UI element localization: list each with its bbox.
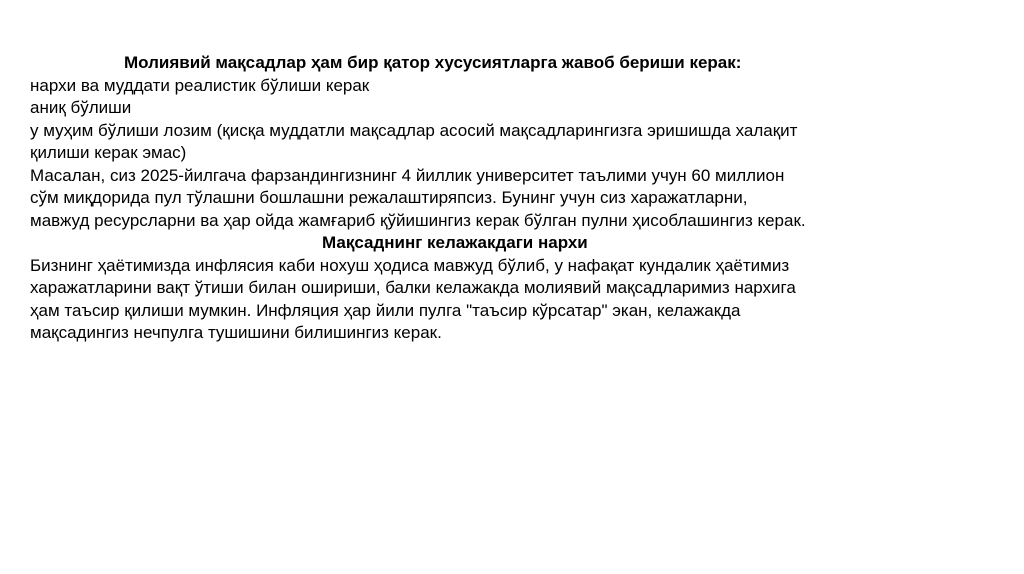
example-line-2: сўм миқдорида пул тўлашни бошлашни режалаштиряпсиз. Бунинг учун сиз харажатларни, bbox=[30, 188, 748, 207]
criterion-realistic: нархи ва муддати реалистик бўлиши керак bbox=[30, 75, 370, 95]
heading-financial-goals: Молиявий мақсадлар ҳам бир қатор хусусиятларга жавоб бериши керак: bbox=[124, 53, 742, 72]
example-line-3: мавжуд ресурсларни ва ҳар ойда жамғариб қўйишингиз керак бўлган пулни ҳисоблашингиз керак. bbox=[30, 210, 806, 230]
criterion-specific: аниқ бўлиши bbox=[30, 98, 132, 117]
inflation-line-2: харажатларини вақт ўтиши билан ошириши, балки келажакда молиявий мақсадларимиз нархига bbox=[30, 278, 796, 297]
criterion-important-line-2: қилиши керак эмас) bbox=[30, 143, 187, 162]
inflation-line-4: мақсадингиз нечпулга тушишини билишингиз керак. bbox=[30, 323, 442, 342]
criterion-important-line-1: у муҳим бўлиши лозим (қисқа муддатли мақсадлар асосий мақсадларингизга эришишда халақит bbox=[30, 120, 798, 140]
slide-text-body bbox=[30, 52, 930, 345]
example-line-1: Масалан, сиз 2025-йилгача фарзандингизнинг 4 йиллик университет таълими учун 60 миллион bbox=[30, 165, 785, 185]
heading-future-cost: Мақсаднинг келажакдаги нархи bbox=[322, 233, 588, 252]
inflation-line-1: Бизнинг ҳаётимизда инфлясия каби нохуш ҳодиса мавжуд бўлиб, у нафақат кундалик ҳаётимиз bbox=[30, 255, 790, 275]
inflation-line-3: ҳам таъсир қилиши мумкин. Инфляция ҳар йили пулга "таъсир кўрсатар" экан, келажакда bbox=[30, 300, 741, 320]
